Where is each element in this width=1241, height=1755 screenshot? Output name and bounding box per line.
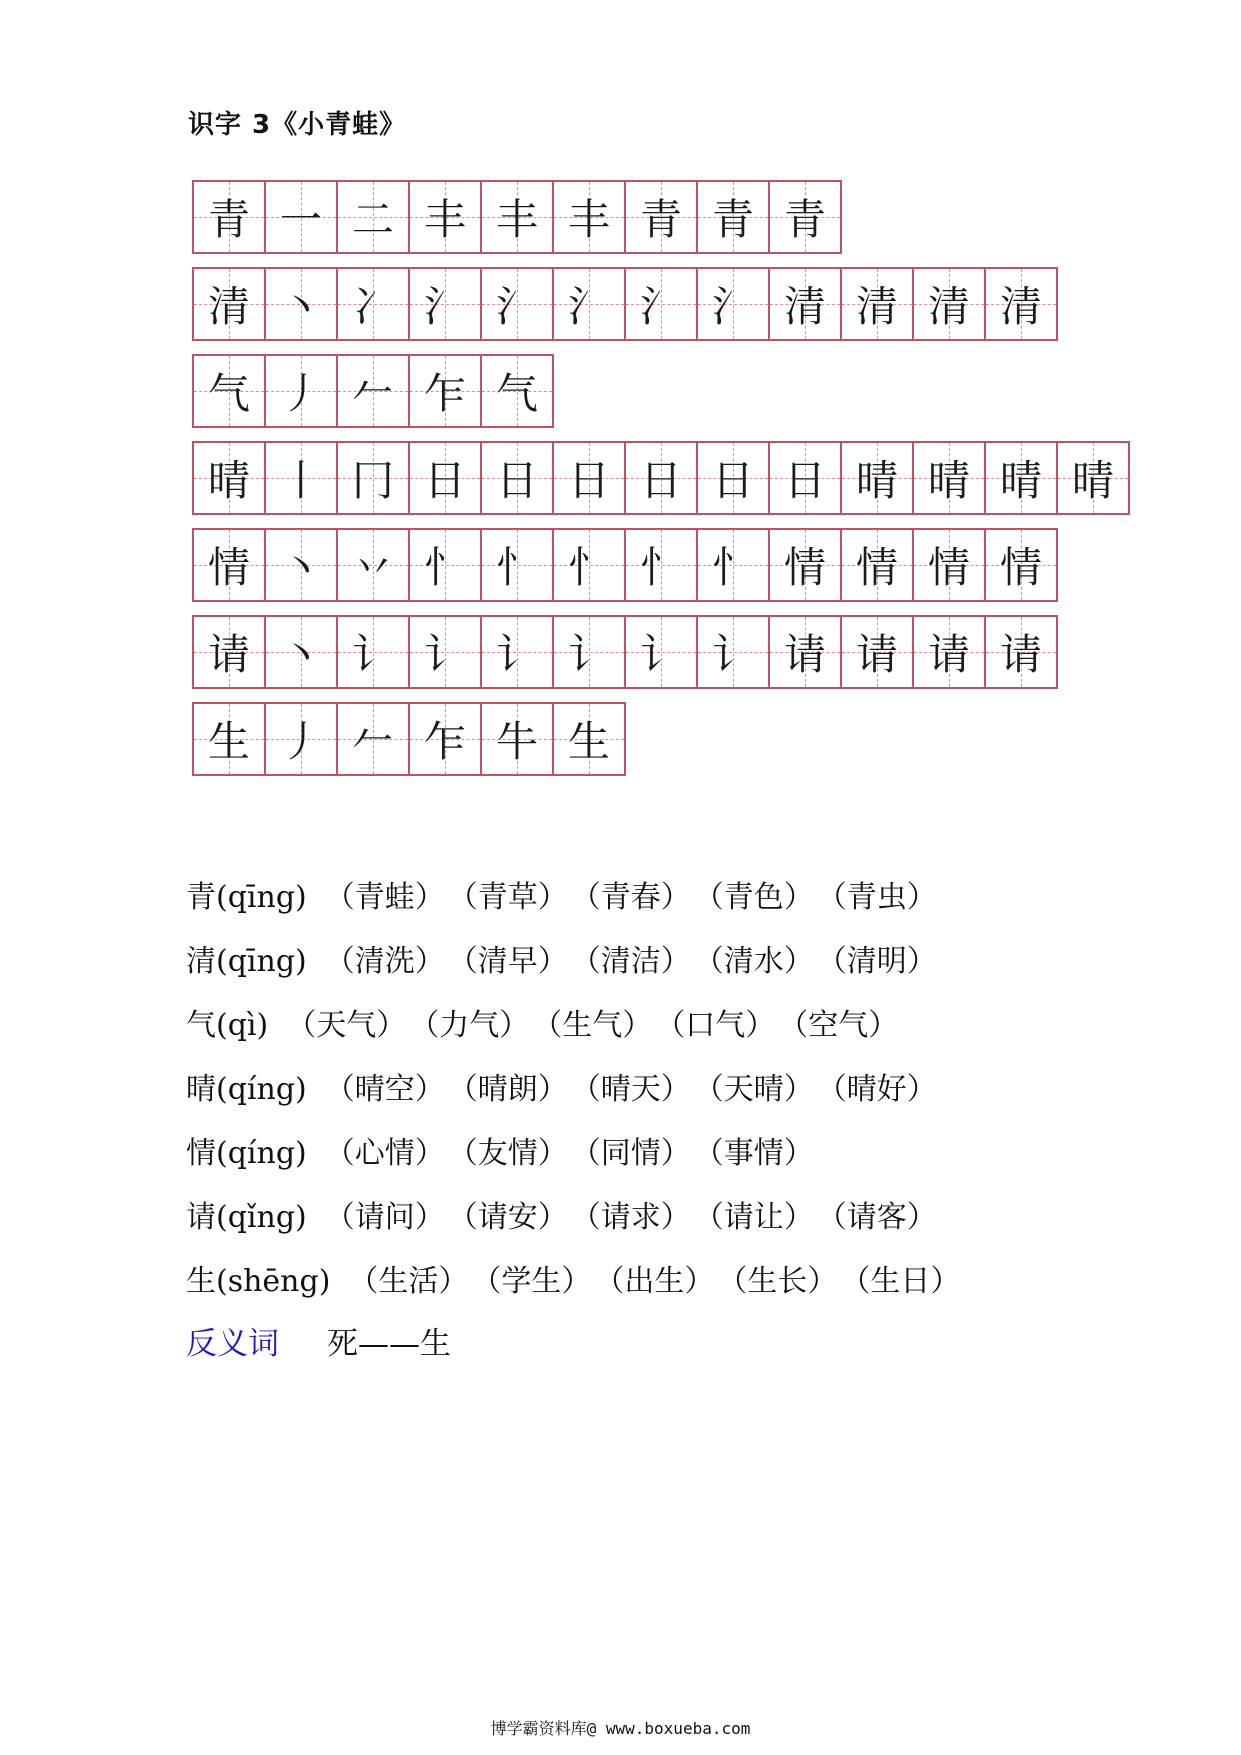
stroke-cell-step xyxy=(624,528,698,602)
word-group: （生日） xyxy=(855,1264,961,1299)
stroke-cell-step xyxy=(336,528,410,602)
word-head: 青(qīng) xyxy=(186,880,307,915)
stroke-cell-text: 请 xyxy=(207,630,250,679)
stroke-cell-text: 乍 xyxy=(423,369,466,418)
stroke-cell-text: 晴 xyxy=(1071,456,1114,505)
stroke-cell-text: 丿 xyxy=(279,369,322,418)
stroke-cell-step xyxy=(768,267,842,341)
stroke-cell-step xyxy=(264,702,338,776)
stroke-cell-step xyxy=(552,180,626,254)
word-group: （清早） xyxy=(462,944,568,979)
stroke-cell-text: 氵 xyxy=(495,282,538,331)
stroke-row xyxy=(192,267,1130,343)
word-group: （友情） xyxy=(462,1136,568,1171)
stroke-cell-text: 请 xyxy=(783,630,826,679)
word-line xyxy=(186,866,960,930)
word-group: （青虫） xyxy=(831,880,937,915)
word-group: （生长） xyxy=(732,1264,838,1299)
stroke-cell-text: 讠 xyxy=(351,630,394,679)
stroke-cell-text: 日 xyxy=(423,456,466,505)
stroke-cell-step xyxy=(264,267,338,341)
stroke-cell-text: 忄 xyxy=(495,543,538,592)
stroke-cell-step xyxy=(912,441,986,515)
word-group: （出生） xyxy=(609,1264,715,1299)
stroke-cell-text: 清 xyxy=(927,282,970,331)
stroke-cell-text: 清 xyxy=(999,282,1042,331)
stroke-cell-text: 丷 xyxy=(351,543,394,592)
stroke-cell-step xyxy=(696,441,770,515)
word-head: 请(qǐng) xyxy=(186,1200,307,1235)
stroke-cell-step xyxy=(696,528,770,602)
word-group: （口气） xyxy=(670,1008,776,1043)
stroke-cell-text: 冫 xyxy=(351,282,394,331)
antonym-pair: 死——生 xyxy=(327,1326,451,1362)
word-group: （请问） xyxy=(324,1200,445,1235)
stroke-row xyxy=(192,702,1130,778)
stroke-cell-step xyxy=(624,267,698,341)
stroke-cell-character xyxy=(192,267,266,341)
stroke-cell-text: 丶 xyxy=(279,543,322,592)
antonym-label: 反义词 xyxy=(186,1326,279,1362)
stroke-cell-step xyxy=(264,441,338,515)
word-line xyxy=(186,930,960,994)
stroke-cell-step xyxy=(336,180,410,254)
stroke-cell-character xyxy=(192,528,266,602)
stroke-cell-text: 青 xyxy=(783,195,826,244)
stroke-cell-text: 一 xyxy=(279,195,322,244)
word-group: （请安） xyxy=(462,1200,568,1235)
stroke-cell-text: 情 xyxy=(999,543,1042,592)
stroke-order-tables xyxy=(192,180,1130,789)
stroke-cell-text: 丶 xyxy=(279,630,322,679)
stroke-row xyxy=(192,354,1130,430)
stroke-cell-text: 丶 xyxy=(279,282,322,331)
stroke-cell-step xyxy=(912,528,986,602)
stroke-cell-text: 请 xyxy=(999,630,1042,679)
stroke-cell-text: 乍 xyxy=(423,717,466,766)
stroke-cell-step xyxy=(624,441,698,515)
stroke-cell-text: 忄 xyxy=(567,543,610,592)
stroke-cell-step xyxy=(840,528,914,602)
stroke-cell-step xyxy=(408,267,482,341)
stroke-cell-text: 情 xyxy=(855,543,898,592)
stroke-row xyxy=(192,180,1130,256)
stroke-cell-step xyxy=(480,180,554,254)
word-group: （晴天） xyxy=(585,1072,691,1107)
stroke-cell-text: 氵 xyxy=(639,282,682,331)
word-group: （清水） xyxy=(708,944,814,979)
stroke-cell-text: 𠂉 xyxy=(351,717,394,766)
stroke-cell-character xyxy=(192,441,266,515)
stroke-cell-text: 丰 xyxy=(423,195,466,244)
stroke-cell-text: 丿 xyxy=(279,717,322,766)
word-group: （天晴） xyxy=(708,1072,814,1107)
stroke-cell-text: 请 xyxy=(855,630,898,679)
stroke-cell-text: 清 xyxy=(855,282,898,331)
stroke-cell-text: 讠 xyxy=(639,630,682,679)
stroke-cell-text: 日 xyxy=(711,456,754,505)
stroke-cell-text: 讠 xyxy=(495,630,538,679)
stroke-cell-step xyxy=(408,702,482,776)
stroke-cell-step xyxy=(264,180,338,254)
stroke-cell-character xyxy=(192,354,266,428)
page-title: 识字 3《小青蛙》 xyxy=(188,110,407,140)
stroke-cell-step xyxy=(840,615,914,689)
word-line xyxy=(186,1186,960,1250)
stroke-cell-step xyxy=(336,267,410,341)
stroke-cell-step xyxy=(912,615,986,689)
word-group: （清明） xyxy=(831,944,937,979)
word-group: （请求） xyxy=(585,1200,691,1235)
stroke-cell-text: 情 xyxy=(927,543,970,592)
word-list xyxy=(186,866,960,1314)
stroke-cell-text: 𠂉 xyxy=(351,369,394,418)
stroke-cell-text: 生 xyxy=(567,717,610,766)
stroke-cell-step xyxy=(984,267,1058,341)
stroke-cell-step xyxy=(768,441,842,515)
word-line xyxy=(186,994,960,1058)
stroke-cell-text: 晴 xyxy=(927,456,970,505)
stroke-cell-step xyxy=(552,702,626,776)
stroke-cell-step xyxy=(480,267,554,341)
stroke-cell-text: 忄 xyxy=(423,543,466,592)
stroke-cell-step xyxy=(912,267,986,341)
stroke-cell-text: 冂 xyxy=(351,456,394,505)
word-head: 清(qīng) xyxy=(186,944,307,979)
stroke-cell-step xyxy=(480,528,554,602)
stroke-cell-text: 丨 xyxy=(279,456,322,505)
stroke-cell-step xyxy=(1056,441,1130,515)
stroke-cell-text: 丰 xyxy=(495,195,538,244)
stroke-cell-step xyxy=(552,528,626,602)
word-group: （晴朗） xyxy=(462,1072,568,1107)
word-group: （青草） xyxy=(462,880,568,915)
footer-watermark: 博学霸资料库@ www.boxueba.com xyxy=(490,1719,751,1738)
word-group: （青蛙） xyxy=(324,880,445,915)
stroke-cell-text: 二 xyxy=(351,195,394,244)
stroke-cell-text: 青 xyxy=(711,195,754,244)
stroke-cell-step xyxy=(480,441,554,515)
stroke-cell-step xyxy=(696,615,770,689)
stroke-cell-text: 日 xyxy=(783,456,826,505)
stroke-cell-character xyxy=(192,702,266,776)
word-line xyxy=(186,1058,960,1122)
stroke-cell-text: 情 xyxy=(207,543,250,592)
word-group: （力气） xyxy=(424,1008,530,1043)
stroke-cell-step xyxy=(552,267,626,341)
stroke-row xyxy=(192,615,1130,691)
stroke-cell-step xyxy=(408,354,482,428)
stroke-cell-step xyxy=(840,441,914,515)
stroke-cell-text: 生 xyxy=(207,717,250,766)
stroke-cell-text: 讠 xyxy=(423,630,466,679)
word-group: （请客） xyxy=(831,1200,937,1235)
word-head: 情(qíng) xyxy=(186,1136,307,1171)
stroke-cell-text: 丰 xyxy=(567,195,610,244)
word-group: （青春） xyxy=(585,880,691,915)
word-group: （晴空） xyxy=(324,1072,445,1107)
word-line xyxy=(186,1122,960,1186)
stroke-cell-text: 气 xyxy=(207,369,250,418)
word-group: （生活） xyxy=(348,1264,469,1299)
word-head: 晴(qíng) xyxy=(186,1072,307,1107)
stroke-cell-step xyxy=(336,615,410,689)
stroke-cell-step xyxy=(408,180,482,254)
stroke-cell-text: 氵 xyxy=(711,282,754,331)
stroke-cell-step xyxy=(984,528,1058,602)
stroke-row xyxy=(192,528,1130,604)
stroke-cell-step xyxy=(768,180,842,254)
stroke-cell-text: 清 xyxy=(783,282,826,331)
word-group: （事情） xyxy=(708,1136,814,1171)
stroke-cell-step xyxy=(552,441,626,515)
stroke-cell-step xyxy=(408,528,482,602)
stroke-cell-text: 晴 xyxy=(999,456,1042,505)
stroke-cell-text: 青 xyxy=(639,195,682,244)
word-group: （晴好） xyxy=(831,1072,937,1107)
stroke-cell-step xyxy=(264,354,338,428)
stroke-cell-text: 晴 xyxy=(855,456,898,505)
word-group: （同情） xyxy=(585,1136,691,1171)
stroke-cell-step xyxy=(984,615,1058,689)
word-group: （心情） xyxy=(324,1136,445,1171)
stroke-cell-step xyxy=(408,615,482,689)
stroke-cell-step xyxy=(408,441,482,515)
word-group: （空气） xyxy=(793,1008,899,1043)
stroke-cell-step xyxy=(336,354,410,428)
stroke-cell-text: 氵 xyxy=(567,282,610,331)
word-group: （清洗） xyxy=(324,944,445,979)
word-group: （清洁） xyxy=(585,944,691,979)
word-group: （学生） xyxy=(486,1264,592,1299)
stroke-cell-step xyxy=(696,267,770,341)
antonym-line xyxy=(186,1318,451,1363)
stroke-cell-text: 晴 xyxy=(207,456,250,505)
stroke-cell-text: 日 xyxy=(567,456,610,505)
stroke-cell-step xyxy=(984,441,1058,515)
stroke-cell-step xyxy=(336,702,410,776)
word-group: （请让） xyxy=(708,1200,814,1235)
word-group: （天气） xyxy=(286,1008,407,1043)
stroke-cell-text: 忄 xyxy=(711,543,754,592)
stroke-cell-text: 清 xyxy=(207,282,250,331)
stroke-cell-step xyxy=(624,180,698,254)
word-head: 生(shēng) xyxy=(186,1264,331,1299)
stroke-cell-text: 讠 xyxy=(567,630,610,679)
stroke-cell-step xyxy=(480,354,554,428)
stroke-cell-step xyxy=(264,528,338,602)
stroke-cell-step xyxy=(480,702,554,776)
stroke-cell-text: 情 xyxy=(783,543,826,592)
word-group: （青色） xyxy=(708,880,814,915)
stroke-cell-step xyxy=(480,615,554,689)
stroke-cell-text: 气 xyxy=(495,369,538,418)
stroke-cell-text: 日 xyxy=(495,456,538,505)
stroke-cell-step xyxy=(336,441,410,515)
word-head: 气(qì) xyxy=(186,1008,269,1043)
stroke-cell-step xyxy=(552,615,626,689)
stroke-cell-text: 青 xyxy=(207,195,250,244)
stroke-cell-text: 讠 xyxy=(711,630,754,679)
stroke-cell-step xyxy=(624,615,698,689)
stroke-row xyxy=(192,441,1130,517)
stroke-cell-text: 氵 xyxy=(423,282,466,331)
stroke-cell-step xyxy=(840,267,914,341)
stroke-cell-step xyxy=(768,528,842,602)
stroke-cell-character xyxy=(192,180,266,254)
stroke-cell-text: 日 xyxy=(639,456,682,505)
word-group: （生气） xyxy=(547,1008,653,1043)
stroke-cell-text: 请 xyxy=(927,630,970,679)
stroke-cell-step xyxy=(696,180,770,254)
stroke-cell-step xyxy=(264,615,338,689)
word-line xyxy=(186,1250,960,1314)
stroke-cell-step xyxy=(768,615,842,689)
stroke-cell-text: 牛 xyxy=(495,717,538,766)
stroke-cell-character xyxy=(192,615,266,689)
stroke-cell-text: 忄 xyxy=(639,543,682,592)
